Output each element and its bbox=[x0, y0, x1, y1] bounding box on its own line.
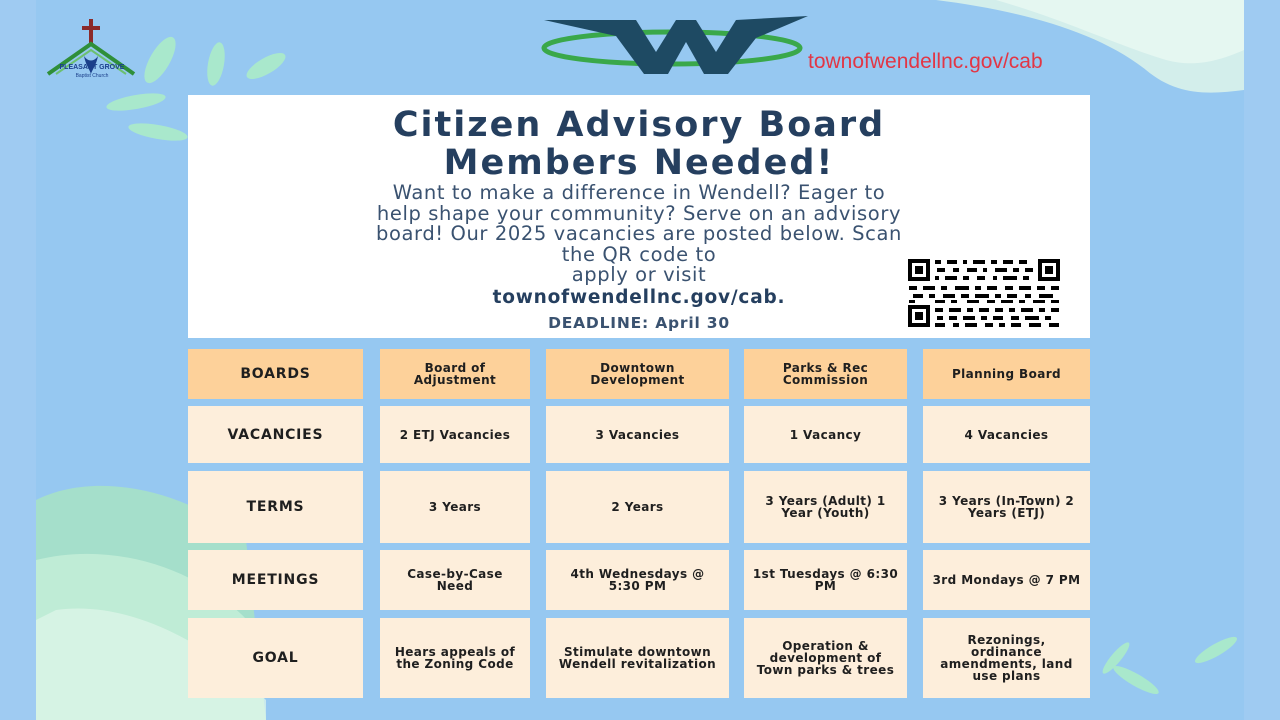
row-label-vacancies: VACANCIES bbox=[188, 406, 363, 463]
header-url-link[interactable]: townofwendellnc.gov/cab bbox=[808, 50, 1043, 73]
vacancies-cell: 2 ETJ Vacancies bbox=[380, 406, 530, 463]
goal-cell: Stimulate downtown Wendell revitalization bbox=[546, 618, 729, 698]
board-name-cell: Planning Board bbox=[923, 349, 1090, 399]
church-name: PLEASANT GROVE bbox=[59, 64, 125, 71]
goal-cell: Rezonings, ordinance amendments, land use plans bbox=[923, 618, 1090, 698]
intro-line: the QR code to bbox=[561, 242, 717, 266]
goal-cell: Hears appeals of the Zoning Code bbox=[380, 618, 530, 698]
info-card bbox=[188, 95, 1090, 338]
row-label-terms: TERMS bbox=[188, 471, 363, 543]
left-margin bbox=[0, 0, 36, 720]
row-label-boards: BOARDS bbox=[188, 349, 363, 399]
board-name-cell: Board of Adjustment bbox=[380, 349, 530, 399]
meetings-cell: 4th Wednesdays @ 5:30 PM bbox=[546, 550, 729, 610]
vacancies-cell: 4 Vacancies bbox=[923, 406, 1090, 463]
intro-line: Want to make a difference in Wendell? Eager to bbox=[392, 181, 886, 204]
meetings-cell: 3rd Mondays @ 7 PM bbox=[923, 550, 1090, 610]
row-label-meetings: MEETINGS bbox=[188, 550, 363, 610]
intro-line: board! Our 2025 vacancies are posted below. Scan bbox=[376, 222, 902, 245]
church-subtitle: Baptist Church bbox=[75, 73, 109, 79]
row-label-goal: GOAL bbox=[188, 618, 363, 698]
title-line-1: Citizen Advisory Board bbox=[392, 105, 886, 145]
terms-cell: 3 Years (Adult) 1 Year (Youth) bbox=[744, 471, 907, 543]
vacancies-cell: 1 Vacancy bbox=[744, 406, 907, 463]
meetings-cell: 1st Tuesdays @ 6:30 PM bbox=[744, 550, 907, 610]
intro-line: help shape your community? Serve on an advisory bbox=[376, 201, 902, 225]
apply-url-link[interactable]: townofwendellnc.gov/cab. bbox=[492, 287, 786, 308]
intro-line: apply or visit bbox=[571, 263, 707, 286]
terms-cell: 3 Years bbox=[380, 471, 530, 543]
goal-cell: Operation & development of Town parks & trees bbox=[744, 618, 907, 698]
terms-cell: 3 Years (In-Town) 2 Years (ETJ) bbox=[923, 471, 1090, 543]
deadline-text: DEADLINE: April 30 bbox=[548, 314, 730, 332]
title-line-2: Members Needed! bbox=[443, 143, 835, 183]
terms-cell: 2 Years bbox=[546, 471, 729, 543]
board-name-cell: Downtown Development bbox=[546, 349, 729, 399]
meetings-cell: Case-by-Case Need bbox=[380, 550, 530, 610]
qr-code-icon[interactable] bbox=[907, 258, 1061, 328]
vacancies-cell: 3 Vacancies bbox=[546, 406, 729, 463]
board-name-cell: Parks & Rec Commission bbox=[744, 349, 907, 399]
right-margin bbox=[1244, 0, 1280, 720]
wendell-w-logo-icon bbox=[536, 12, 816, 76]
